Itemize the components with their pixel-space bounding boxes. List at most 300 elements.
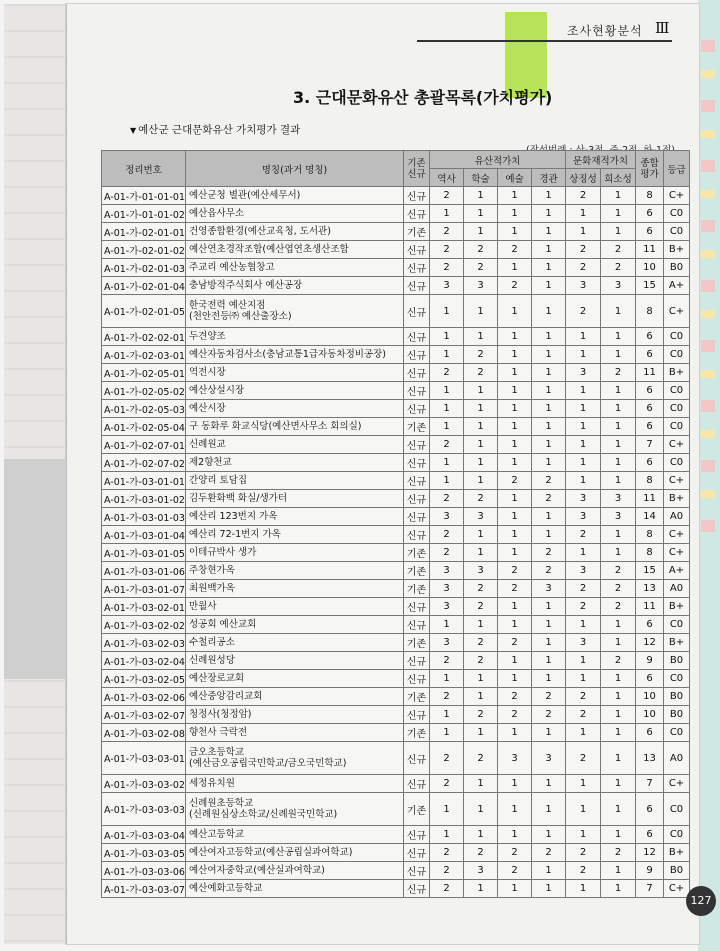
cell-landscape: 1 bbox=[532, 259, 566, 277]
cell-landscape: 1 bbox=[532, 616, 566, 634]
cell-grade: C0 bbox=[664, 724, 690, 742]
table-row bbox=[102, 775, 690, 793]
cell-name: 예산상설시장 bbox=[186, 382, 404, 400]
cell-history: 2 bbox=[430, 844, 464, 862]
cell-history: 1 bbox=[430, 472, 464, 490]
cell-id: A-01-가-02-05-03 bbox=[102, 400, 186, 418]
cell-total: 7 bbox=[636, 436, 664, 454]
header-art: 예술 bbox=[498, 169, 532, 187]
cell-total: 6 bbox=[636, 454, 664, 472]
cell-id: A-01-가-02-01-01 bbox=[102, 223, 186, 241]
cell-symbol: 2 bbox=[566, 844, 601, 862]
cell-art: 1 bbox=[498, 508, 532, 526]
cell-grade: C+ bbox=[664, 544, 690, 562]
cell-academic: 2 bbox=[464, 742, 498, 775]
cell-history: 1 bbox=[430, 454, 464, 472]
cell-total: 11 bbox=[636, 490, 664, 508]
cell-landscape: 1 bbox=[532, 724, 566, 742]
cell-grade: C0 bbox=[664, 223, 690, 241]
cell-grade: C+ bbox=[664, 187, 690, 205]
cell-symbol: 2 bbox=[566, 580, 601, 598]
cell-academic: 1 bbox=[464, 880, 498, 898]
cell-symbol: 1 bbox=[566, 472, 601, 490]
cell-name: 주교리 예산농협창고 bbox=[186, 259, 404, 277]
cell-academic: 1 bbox=[464, 454, 498, 472]
cell-id: A-01-가-01-01-01 bbox=[102, 187, 186, 205]
cell-art: 1 bbox=[498, 775, 532, 793]
cell-status: 기존 bbox=[404, 793, 430, 826]
cell-total: 9 bbox=[636, 862, 664, 880]
table-row bbox=[102, 724, 690, 742]
cell-art: 2 bbox=[498, 706, 532, 724]
cell-rarity: 1 bbox=[601, 436, 636, 454]
cell-name: 충남방적주식회사 예산공장 bbox=[186, 277, 404, 295]
cell-history: 3 bbox=[430, 634, 464, 652]
cell-id: A-01-가-02-01-02 bbox=[102, 241, 186, 259]
cell-name: 주창현가옥 bbox=[186, 562, 404, 580]
cell-id: A-01-가-03-03-04 bbox=[102, 826, 186, 844]
header-grade: 등급 bbox=[664, 151, 690, 187]
cell-landscape: 1 bbox=[532, 400, 566, 418]
cell-symbol: 3 bbox=[566, 490, 601, 508]
cell-grade: C+ bbox=[664, 880, 690, 898]
cell-status: 신규 bbox=[404, 382, 430, 400]
cell-id: A-01-가-03-02-04 bbox=[102, 652, 186, 670]
cell-rarity: 1 bbox=[601, 634, 636, 652]
cell-status: 기존 bbox=[404, 634, 430, 652]
cell-total: 6 bbox=[636, 382, 664, 400]
cell-academic: 1 bbox=[464, 223, 498, 241]
cell-landscape: 1 bbox=[532, 436, 566, 454]
table-row bbox=[102, 490, 690, 508]
cell-academic: 2 bbox=[464, 844, 498, 862]
cell-status: 신규 bbox=[404, 670, 430, 688]
cell-name: 구 동화루 화교식당(예산면사무소 회의실) bbox=[186, 418, 404, 436]
cell-name: 신례원성당 bbox=[186, 652, 404, 670]
cell-history: 3 bbox=[430, 277, 464, 295]
table-row bbox=[102, 742, 690, 775]
cell-landscape: 1 bbox=[532, 775, 566, 793]
cell-grade: B+ bbox=[664, 844, 690, 862]
cell-id: A-01-가-02-07-01 bbox=[102, 436, 186, 454]
cell-name: 예산고등학교 bbox=[186, 826, 404, 844]
cell-name: 예산장로교회 bbox=[186, 670, 404, 688]
cell-total: 6 bbox=[636, 205, 664, 223]
cell-rarity: 1 bbox=[601, 472, 636, 490]
cell-landscape: 2 bbox=[532, 562, 566, 580]
cell-grade: C0 bbox=[664, 418, 690, 436]
cell-id: A-01-가-03-02-02 bbox=[102, 616, 186, 634]
cell-name: 청정사(청정암) bbox=[186, 706, 404, 724]
cell-art: 1 bbox=[498, 544, 532, 562]
cell-art: 2 bbox=[498, 862, 532, 880]
cell-id: A-01-가-03-01-06 bbox=[102, 562, 186, 580]
cell-name: 제2향천교 bbox=[186, 454, 404, 472]
cell-history: 2 bbox=[430, 241, 464, 259]
cell-academic: 1 bbox=[464, 544, 498, 562]
table-row bbox=[102, 223, 690, 241]
cell-grade: C0 bbox=[664, 670, 690, 688]
cell-id: A-01-가-03-03-03 bbox=[102, 793, 186, 826]
cell-status: 신규 bbox=[404, 436, 430, 454]
cell-art: 1 bbox=[498, 382, 532, 400]
cell-status: 신규 bbox=[404, 454, 430, 472]
header-heritage-value: 유산적가치 bbox=[430, 151, 566, 169]
cell-name: 신례원교 bbox=[186, 436, 404, 454]
cell-grade: B0 bbox=[664, 652, 690, 670]
cell-id: A-01-가-03-01-01 bbox=[102, 472, 186, 490]
cell-art: 1 bbox=[498, 364, 532, 382]
cell-total: 11 bbox=[636, 364, 664, 382]
cell-rarity: 1 bbox=[601, 775, 636, 793]
cell-rarity: 1 bbox=[601, 328, 636, 346]
table-row bbox=[102, 844, 690, 862]
cell-landscape: 1 bbox=[532, 508, 566, 526]
cell-art: 2 bbox=[498, 634, 532, 652]
cell-status: 신규 bbox=[404, 526, 430, 544]
table-row bbox=[102, 205, 690, 223]
cell-name: 예산리 72-1번지 가옥 bbox=[186, 526, 404, 544]
table-row bbox=[102, 187, 690, 205]
cell-symbol: 2 bbox=[566, 295, 601, 328]
header-rarity: 희소성 bbox=[601, 169, 636, 187]
cell-symbol: 1 bbox=[566, 328, 601, 346]
cell-name: 예산읍사무소 bbox=[186, 205, 404, 223]
cell-rarity: 1 bbox=[601, 670, 636, 688]
cell-academic: 1 bbox=[464, 526, 498, 544]
cell-history: 3 bbox=[430, 508, 464, 526]
cell-art: 1 bbox=[498, 826, 532, 844]
cell-name: 건영종합환경(예산교육청, 도서관) bbox=[186, 223, 404, 241]
cell-symbol: 1 bbox=[566, 880, 601, 898]
cell-name: 만월사 bbox=[186, 598, 404, 616]
cell-rarity: 2 bbox=[601, 652, 636, 670]
cell-name: 두견양조 bbox=[186, 328, 404, 346]
cell-total: 7 bbox=[636, 880, 664, 898]
cell-landscape: 1 bbox=[532, 223, 566, 241]
cell-name: 예산예화고등학교 bbox=[186, 880, 404, 898]
cell-art: 1 bbox=[498, 400, 532, 418]
cell-grade: A+ bbox=[664, 277, 690, 295]
cell-landscape: 1 bbox=[532, 328, 566, 346]
cell-grade: B0 bbox=[664, 259, 690, 277]
cell-id: A-01-가-03-01-07 bbox=[102, 580, 186, 598]
cell-history: 3 bbox=[430, 562, 464, 580]
cell-landscape: 1 bbox=[532, 598, 566, 616]
cell-id: A-01-가-02-01-04 bbox=[102, 277, 186, 295]
table-row bbox=[102, 634, 690, 652]
table-row bbox=[102, 328, 690, 346]
cell-symbol: 1 bbox=[566, 826, 601, 844]
cell-grade: B+ bbox=[664, 634, 690, 652]
cell-rarity: 1 bbox=[601, 880, 636, 898]
cell-academic: 2 bbox=[464, 241, 498, 259]
cell-academic: 1 bbox=[464, 205, 498, 223]
cell-name: 성공회 예산교회 bbox=[186, 616, 404, 634]
cell-history: 1 bbox=[430, 346, 464, 364]
cell-id: A-01-가-03-03-07 bbox=[102, 880, 186, 898]
cell-academic: 2 bbox=[464, 706, 498, 724]
cell-landscape: 2 bbox=[532, 544, 566, 562]
cell-status: 신규 bbox=[404, 706, 430, 724]
cell-art: 2 bbox=[498, 277, 532, 295]
cell-symbol: 1 bbox=[566, 544, 601, 562]
cell-name: 간양리 토담집 bbox=[186, 472, 404, 490]
cell-rarity: 1 bbox=[601, 418, 636, 436]
cell-total: 9 bbox=[636, 652, 664, 670]
cell-grade: C+ bbox=[664, 472, 690, 490]
valuation-table bbox=[101, 150, 690, 898]
cell-history: 1 bbox=[430, 826, 464, 844]
cell-symbol: 1 bbox=[566, 652, 601, 670]
cell-landscape: 2 bbox=[532, 688, 566, 706]
cell-landscape: 2 bbox=[532, 844, 566, 862]
cell-symbol: 2 bbox=[566, 598, 601, 616]
table-caption: ▼ 예산군 근대문화유산 가치평가 결과 bbox=[130, 122, 300, 137]
cell-name: 예산군청 별관(예산세무서) bbox=[186, 187, 404, 205]
cell-academic: 1 bbox=[464, 418, 498, 436]
cell-grade: B+ bbox=[664, 598, 690, 616]
cell-id: A-01-가-02-05-04 bbox=[102, 418, 186, 436]
cell-id: A-01-가-03-02-01 bbox=[102, 598, 186, 616]
running-header-section: 조사현황분석 bbox=[567, 24, 643, 38]
cell-landscape: 1 bbox=[532, 634, 566, 652]
cell-rarity: 1 bbox=[601, 346, 636, 364]
cell-id: A-01-가-03-03-02 bbox=[102, 775, 186, 793]
page-number: 127 bbox=[686, 886, 716, 916]
cell-history: 1 bbox=[430, 418, 464, 436]
cell-id: A-01-가-03-01-03 bbox=[102, 508, 186, 526]
table-row bbox=[102, 295, 690, 328]
table-row bbox=[102, 400, 690, 418]
running-header-chapter: Ⅲ bbox=[655, 19, 670, 37]
cell-art: 2 bbox=[498, 472, 532, 490]
cell-total: 8 bbox=[636, 187, 664, 205]
cell-symbol: 1 bbox=[566, 205, 601, 223]
cell-rarity: 2 bbox=[601, 259, 636, 277]
cell-history: 2 bbox=[430, 436, 464, 454]
cell-art: 2 bbox=[498, 688, 532, 706]
header-symbol: 상징성 bbox=[566, 169, 601, 187]
cell-history: 2 bbox=[430, 259, 464, 277]
cell-landscape: 1 bbox=[532, 418, 566, 436]
cell-grade: C0 bbox=[664, 400, 690, 418]
cell-symbol: 2 bbox=[566, 526, 601, 544]
cell-history: 1 bbox=[430, 382, 464, 400]
cell-id: A-01-가-02-01-05 bbox=[102, 295, 186, 328]
cell-landscape: 3 bbox=[532, 580, 566, 598]
table-row bbox=[102, 382, 690, 400]
cell-landscape: 2 bbox=[532, 490, 566, 508]
cell-grade: B+ bbox=[664, 364, 690, 382]
cell-academic: 3 bbox=[464, 508, 498, 526]
cell-symbol: 2 bbox=[566, 862, 601, 880]
header-status: 기존 신규 bbox=[404, 151, 430, 187]
cell-history: 2 bbox=[430, 862, 464, 880]
cell-id: A-01-가-02-03-01 bbox=[102, 346, 186, 364]
cell-id: A-01-가-03-02-07 bbox=[102, 706, 186, 724]
header-total: 종합 평가 bbox=[636, 151, 664, 187]
cell-id: A-01-가-03-03-05 bbox=[102, 844, 186, 862]
table-row bbox=[102, 418, 690, 436]
cell-history: 1 bbox=[430, 793, 464, 826]
table-row bbox=[102, 277, 690, 295]
cell-status: 기존 bbox=[404, 223, 430, 241]
cell-status: 신규 bbox=[404, 400, 430, 418]
cell-landscape: 1 bbox=[532, 205, 566, 223]
cell-id: A-01-가-02-01-03 bbox=[102, 259, 186, 277]
cell-total: 10 bbox=[636, 688, 664, 706]
cell-academic: 3 bbox=[464, 862, 498, 880]
cell-grade: C+ bbox=[664, 775, 690, 793]
cell-status: 신규 bbox=[404, 328, 430, 346]
cell-art: 1 bbox=[498, 436, 532, 454]
header-landscape: 경관 bbox=[532, 169, 566, 187]
cell-grade: C+ bbox=[664, 436, 690, 454]
cell-id: A-01-가-03-02-08 bbox=[102, 724, 186, 742]
cell-symbol: 1 bbox=[566, 670, 601, 688]
cell-rarity: 1 bbox=[601, 706, 636, 724]
cell-history: 3 bbox=[430, 598, 464, 616]
cell-symbol: 1 bbox=[566, 400, 601, 418]
cell-art: 1 bbox=[498, 187, 532, 205]
cell-total: 6 bbox=[636, 223, 664, 241]
cell-status: 신규 bbox=[404, 862, 430, 880]
table-row bbox=[102, 880, 690, 898]
cell-status: 신규 bbox=[404, 490, 430, 508]
table-row bbox=[102, 826, 690, 844]
cell-grade: C0 bbox=[664, 793, 690, 826]
table-row bbox=[102, 688, 690, 706]
cell-name: 예산여자중학교(예산실과여학교) bbox=[186, 862, 404, 880]
cell-symbol: 2 bbox=[566, 241, 601, 259]
cell-rarity: 3 bbox=[601, 508, 636, 526]
cell-rarity: 1 bbox=[601, 295, 636, 328]
cell-status: 기존 bbox=[404, 688, 430, 706]
cell-landscape: 1 bbox=[532, 793, 566, 826]
cell-rarity: 1 bbox=[601, 826, 636, 844]
cell-symbol: 1 bbox=[566, 436, 601, 454]
cell-landscape: 1 bbox=[532, 670, 566, 688]
cell-name: 예산리 123번지 가옥 bbox=[186, 508, 404, 526]
cell-grade: B+ bbox=[664, 490, 690, 508]
header-name: 명칭(과거 명칭) bbox=[186, 151, 404, 187]
cell-grade: A0 bbox=[664, 580, 690, 598]
cell-total: 14 bbox=[636, 508, 664, 526]
cell-symbol: 3 bbox=[566, 634, 601, 652]
cell-id: A-01-가-02-05-01 bbox=[102, 364, 186, 382]
cell-art: 1 bbox=[498, 652, 532, 670]
cell-academic: 1 bbox=[464, 670, 498, 688]
cell-symbol: 1 bbox=[566, 346, 601, 364]
cell-landscape: 1 bbox=[532, 526, 566, 544]
left-page-edge bbox=[4, 4, 67, 944]
cell-history: 2 bbox=[430, 775, 464, 793]
cell-landscape: 1 bbox=[532, 862, 566, 880]
header-academic: 학술 bbox=[464, 169, 498, 187]
cell-rarity: 1 bbox=[601, 382, 636, 400]
cell-grade: C+ bbox=[664, 295, 690, 328]
cell-name: 예산자동차검사소(충남교통1급자동차정비공장) bbox=[186, 346, 404, 364]
cell-history: 1 bbox=[430, 706, 464, 724]
cell-status: 신규 bbox=[404, 508, 430, 526]
cell-total: 13 bbox=[636, 580, 664, 598]
cell-academic: 2 bbox=[464, 346, 498, 364]
header-asset-value: 문화재적가치 bbox=[566, 151, 636, 169]
cell-total: 6 bbox=[636, 826, 664, 844]
cell-academic: 1 bbox=[464, 295, 498, 328]
cell-status: 신규 bbox=[404, 598, 430, 616]
cell-name: 신례원초등학교 (신례원심상소학교/신례원국민학교) bbox=[186, 793, 404, 826]
cell-art: 2 bbox=[498, 241, 532, 259]
cell-landscape: 1 bbox=[532, 364, 566, 382]
cell-rarity: 3 bbox=[601, 277, 636, 295]
table-row bbox=[102, 544, 690, 562]
cell-academic: 2 bbox=[464, 364, 498, 382]
cell-id: A-01-가-02-05-02 bbox=[102, 382, 186, 400]
cell-rarity: 1 bbox=[601, 793, 636, 826]
cell-landscape: 1 bbox=[532, 880, 566, 898]
cell-name: 향천사 극락전 bbox=[186, 724, 404, 742]
cell-name: 금오초등학교 (예산금오공립국민학교/금오국민학교) bbox=[186, 742, 404, 775]
cell-art: 1 bbox=[498, 670, 532, 688]
cell-landscape: 1 bbox=[532, 652, 566, 670]
cell-history: 2 bbox=[430, 544, 464, 562]
cell-status: 신규 bbox=[404, 826, 430, 844]
table-row bbox=[102, 580, 690, 598]
cell-symbol: 1 bbox=[566, 724, 601, 742]
cell-total: 11 bbox=[636, 598, 664, 616]
cell-history: 2 bbox=[430, 223, 464, 241]
cell-landscape: 2 bbox=[532, 706, 566, 724]
cell-landscape: 1 bbox=[532, 295, 566, 328]
cell-academic: 2 bbox=[464, 580, 498, 598]
cell-symbol: 2 bbox=[566, 688, 601, 706]
cell-art: 1 bbox=[498, 616, 532, 634]
cell-symbol: 3 bbox=[566, 277, 601, 295]
cell-art: 1 bbox=[498, 490, 532, 508]
header-id: 정리번호 bbox=[102, 151, 186, 187]
cell-rarity: 1 bbox=[601, 724, 636, 742]
cell-status: 신규 bbox=[404, 295, 430, 328]
cell-id: A-01-가-03-02-06 bbox=[102, 688, 186, 706]
cell-art: 2 bbox=[498, 844, 532, 862]
cell-status: 신규 bbox=[404, 259, 430, 277]
cell-grade: B0 bbox=[664, 862, 690, 880]
cell-name: 김두환화백 화실/생가터 bbox=[186, 490, 404, 508]
cell-status: 신규 bbox=[404, 277, 430, 295]
cell-name: 수철리공소 bbox=[186, 634, 404, 652]
cell-rarity: 1 bbox=[601, 862, 636, 880]
cell-symbol: 2 bbox=[566, 742, 601, 775]
cell-art: 1 bbox=[498, 724, 532, 742]
cell-status: 기존 bbox=[404, 562, 430, 580]
cell-symbol: 3 bbox=[566, 364, 601, 382]
cell-history: 1 bbox=[430, 616, 464, 634]
cell-history: 2 bbox=[430, 526, 464, 544]
cell-status: 기존 bbox=[404, 724, 430, 742]
table-row bbox=[102, 364, 690, 382]
cell-rarity: 1 bbox=[601, 223, 636, 241]
cell-rarity: 3 bbox=[601, 490, 636, 508]
cell-total: 6 bbox=[636, 793, 664, 826]
cell-art: 3 bbox=[498, 742, 532, 775]
header-history: 역사 bbox=[430, 169, 464, 187]
cell-history: 2 bbox=[430, 652, 464, 670]
cell-history: 3 bbox=[430, 580, 464, 598]
cell-rarity: 2 bbox=[601, 562, 636, 580]
cell-art: 1 bbox=[498, 454, 532, 472]
